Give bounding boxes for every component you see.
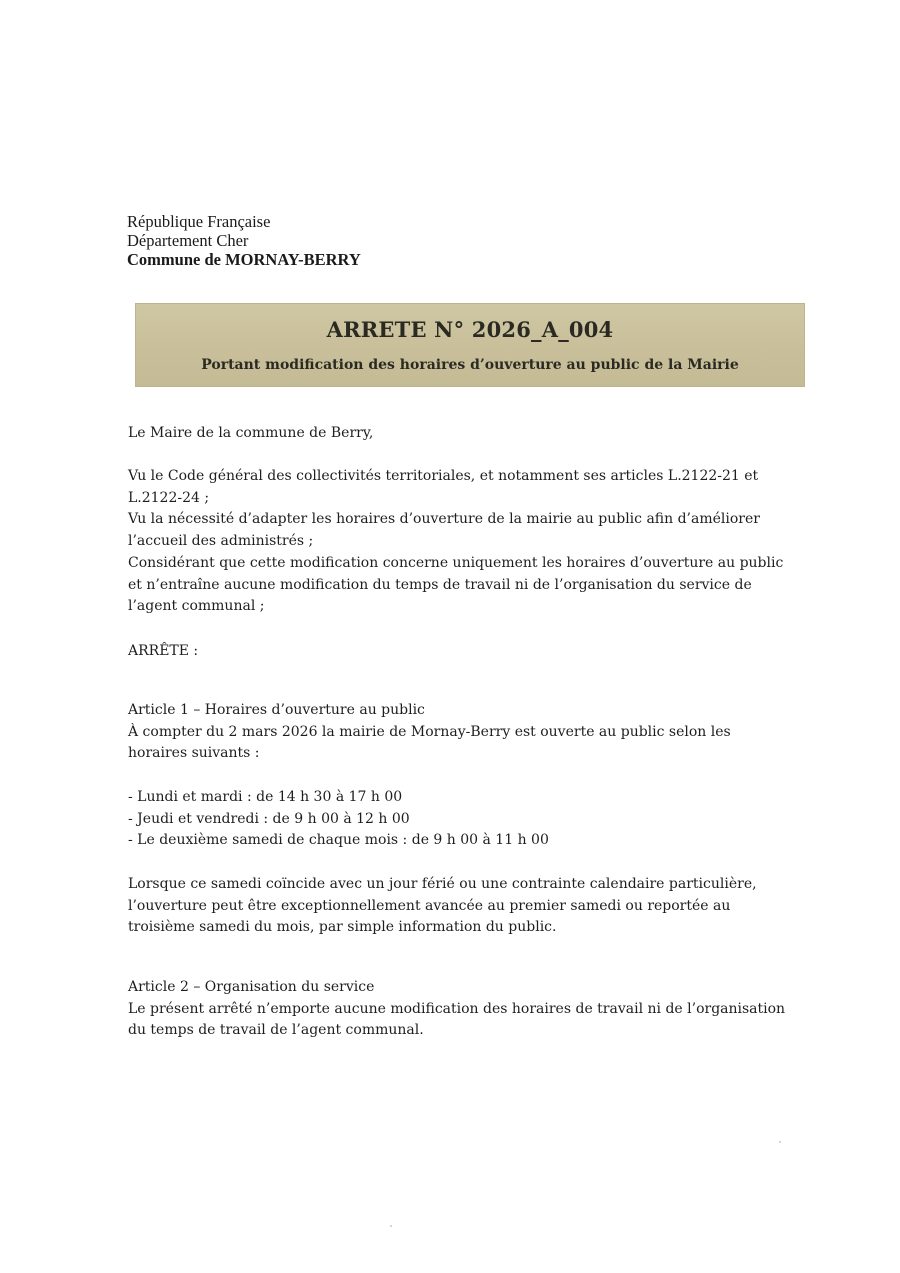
considerant-line: Considérant que cette modification concerne uniquement les horaires d’ouverture au public: [128, 554, 784, 571]
article-1: [128, 700, 788, 765]
preamble-visas: [128, 466, 788, 618]
opening-hours-list: [128, 787, 788, 852]
list-item: - Lundi et mardi : de 14 h 30 à 17 h 00: [128, 789, 403, 805]
visa-line: l’accueil des administrés ;: [128, 533, 314, 550]
visa-line: L.2122-24 ;: [128, 489, 210, 506]
note-line: l’ouverture peut être exceptionnellement avancée au premier samedi ou reportée au: [128, 897, 731, 914]
article-2: [128, 977, 788, 1042]
arrete-subtitle: Portant modification des horaires d’ouverture au public de la Mairie: [201, 357, 739, 373]
arrete-title: ARRETE N° 2026_A_004: [326, 317, 614, 342]
article-2-text: du temps de travail de l’agent communal.: [128, 1022, 424, 1039]
preamble-intro: [128, 423, 788, 445]
arrete-label: ARRÊTE :: [128, 643, 199, 659]
list-item: - Jeudi et vendredi : de 9 h 00 à 12 h 00: [128, 810, 410, 827]
note-line: troisième samedi du mois, par simple information du public.: [128, 919, 557, 936]
article-1-text: À compter du 2 mars 2026 la mairie de Mornay-Berry est ouverte au public selon les: [128, 723, 731, 740]
commune-line: Commune de MORNAY-BERRY: [127, 250, 361, 269]
list-item: - Le deuxième samedi de chaque mois : de 9 h 00 à 11 h 00: [128, 832, 549, 849]
considerant-line: et n’entraîne aucune modification du temps de travail ni de l’organisation du service de: [128, 576, 752, 593]
article-2-text: Le présent arrêté n’emporte aucune modification des horaires de travail ni de l’organisation: [128, 1000, 786, 1017]
article-2-heading: Article 2 – Organisation du service: [128, 979, 375, 995]
visa-line: Vu la nécessité d’adapter les horaires d’ouverture de la mairie au public afin d’améliorer: [128, 511, 760, 528]
issuer-header: [127, 212, 361, 269]
visa-line: Vu le Code général des collectivités territoriales, et notamment ses articles L.2122-21 et: [128, 468, 759, 484]
scan-speck: [390, 1225, 392, 1227]
article-1-text: horaires suivants :: [128, 745, 260, 762]
considerant-line: l’agent communal ;: [128, 598, 265, 615]
departement-line: Département Cher: [127, 231, 249, 250]
article-1-heading: Article 1 – Horaires d’ouverture au public: [128, 702, 425, 718]
scan-speck: [779, 1141, 781, 1143]
republique-line: République Française: [127, 212, 271, 231]
intro-line: Le Maire de la commune de Berry,: [128, 425, 374, 441]
article-1-note: [128, 874, 788, 939]
arrete-heading: [128, 641, 788, 663]
title-banner: [135, 303, 805, 387]
note-line: Lorsque ce samedi coïncide avec un jour férié ou une contrainte calendaire particulière,: [128, 876, 757, 892]
